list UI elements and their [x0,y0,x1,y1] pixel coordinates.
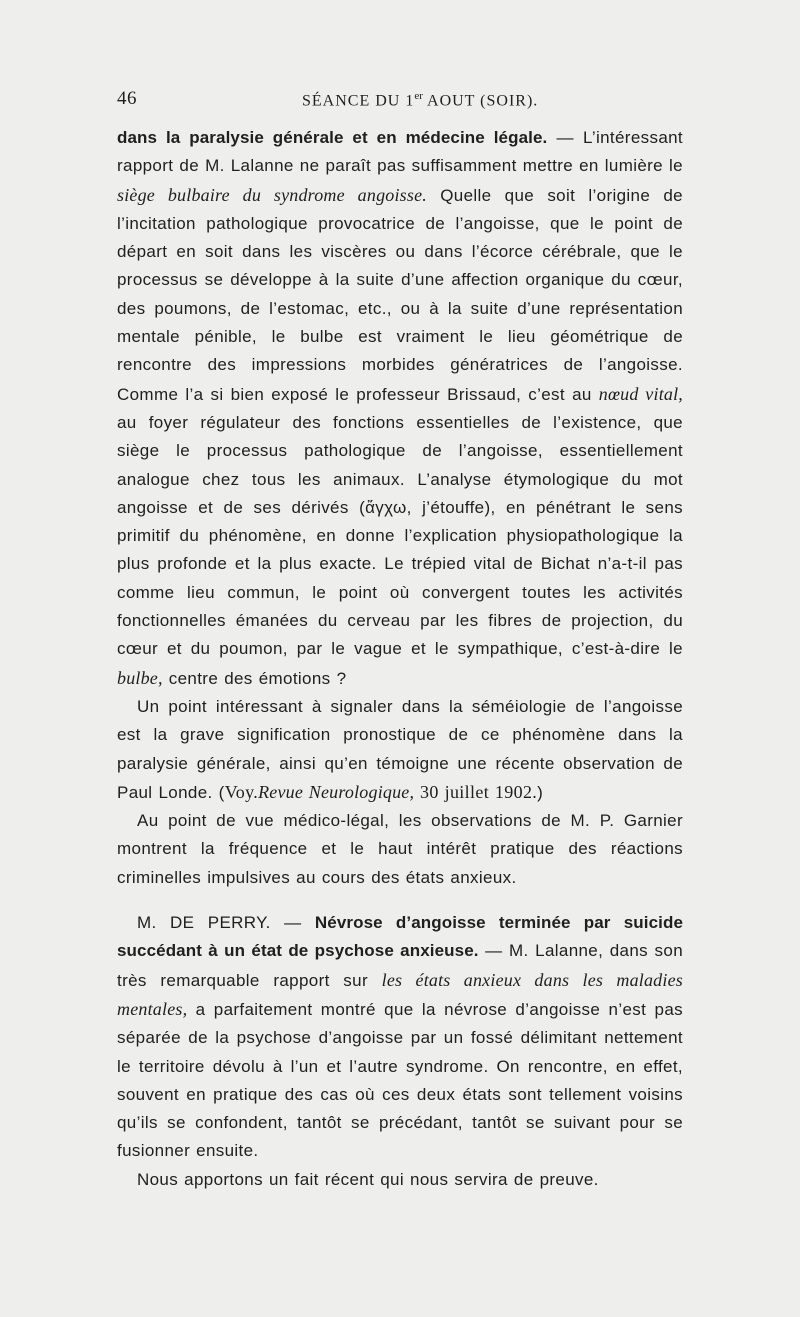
p1-text-4: centre des émotions ? [162,668,347,688]
p2-date: 30 juillet 1902. [414,781,538,802]
paragraph-4 [117,909,683,1166]
body-text [117,124,683,1194]
page-number: 46 [117,88,137,109]
p4-text-2: a parfaitement montré que la névrose d’angoisse n’est pas séparée de la psychose d’angoisse par un fossé délimitant nettement le territoire dévolu à l’un et l’autre syndrome. On rencontre, en effet, souvent en pratique des cas où ces deux états sont tellement voisins qu’ils se confondent, tantôt se précédant, tantôt se suivant pour se fusionner ensuite. [117,999,683,1161]
paragraph-3: Au point de vue médico-légal, les observations de M. P. Garnier montrent la fréquence et le haut intérêt pratique des réactions criminelles impulsives au cours des états anxieux. [117,811,683,887]
running-head [117,88,683,118]
p2-italic-1: Revue Neurologique, [258,781,415,802]
p4-section-title: Névrose d’angoisse terminée par suicide succédant à un état de psychose anxieuse. [117,913,683,961]
p4-text-1: — M. Lalanne, dans son très remarquable rapport sur [117,941,683,990]
p4-speaker: M. DE PERRY. — [137,913,315,933]
header-title [302,90,538,110]
p1-italic-3: bulbe, [117,667,163,688]
p1-italic-1: siège bulbaire du syndrome angoisse. [117,184,427,205]
header-title-a: SÉANCE DU 1 [302,92,415,110]
p1-text-2: Quelle que soit l’origine de l’incitation pathologique provocatrice de l’angoisse, que le point de départ en soit dans les viscères ou dans l’écorce cérébrale, que le processus se développe à la suite d’une affection organique du cœur, des poumons, de l’estomac, etc., ou à la suite d’une représentation mentale pénible, le bulbe est vraiment le lieu géométrique de rencontre des impressions morbides génératrices de l’angoisse. Comme l’a si bien exposé le professeur Brissaud, c’est au [117,185,683,404]
header-title-b: AOUT (SOIR). [422,92,539,110]
header-title-sup: er [414,90,423,102]
p1-text-1: — L’intéressant rapport de M. Lalanne ne paraît pas suffisamment mettre en lumière le [117,128,684,176]
paragraph-5: Nous apportons un fait récent qui nous servira de preuve. [137,1169,599,1189]
heading-continuation: dans la paralysie générale et en médecine légale. [117,128,548,147]
p2-voy: Voy. [224,781,259,802]
p1-text-3: au foyer régulateur des fonctions essentielles de l’existence, que siège le processus pathologique de l’angoisse, essentiellement analogue chez tous les animaux. L’analyse étymologique du mot angoisse et de ses dérivés (ἄγχω, j’étouffe), en pénétrant le sens primitif du phénomène, en donne l’explication physiopathologique la plus profonde et la plus exacte. Le trépied vital de Bichat n’a-t-il pas comme lieu commun, le point où convergent toutes les activités fonctionnelles émanées du cerveau par les fibres de projection, du cœur et du poumon, par le vague et le sympathique, c’est-à-dire le [117,412,683,659]
p2-text-2: ) [537,782,544,802]
p2-text-1: Un point intéressant à signaler dans la séméiologie de l’angoisse est la grave signification pronostique de ce phénomène dans la paralysie générale, ainsi qu’en témoigne une récente observation de Paul Londe. ( [117,696,683,802]
p4-italic-1: les états anxieux dans les maladies mentales, [117,969,683,1019]
p1-italic-2: nœud vital, [598,383,684,404]
paragraph-2 [117,693,683,807]
paragraph-1 [117,124,683,693]
